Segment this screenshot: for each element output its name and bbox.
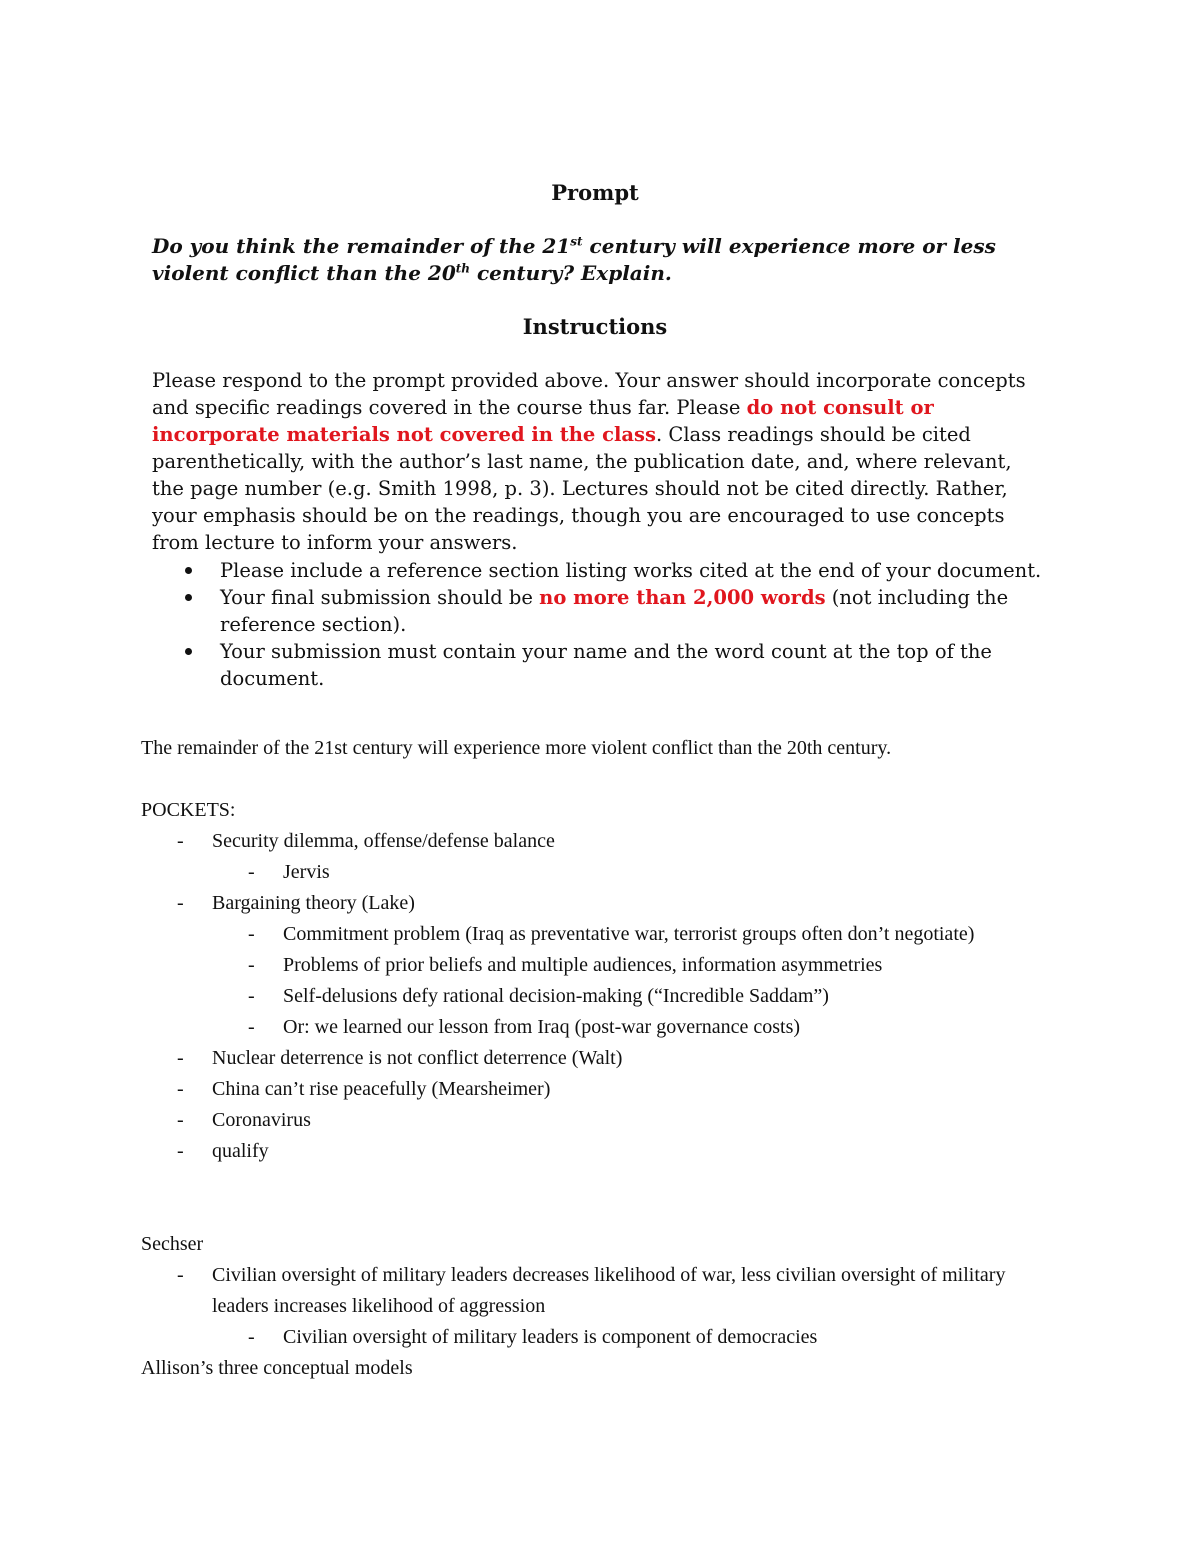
bullet-text: Please include a reference section listing works cited at the end of your document. xyxy=(220,559,1042,582)
list-item xyxy=(141,888,1051,919)
dash-marker: - xyxy=(177,830,184,852)
list-item-text: Problems of prior beliefs and multiple audiences, information asymmetries xyxy=(283,954,883,976)
list-item xyxy=(141,1322,1051,1353)
dash-marker: - xyxy=(248,954,255,976)
instructions-heading: Instructions xyxy=(522,314,668,339)
list-item xyxy=(141,1012,1051,1043)
list-item xyxy=(141,950,1051,981)
thesis-statement: The remainder of the 21st century will experience more violent conflict than the 20th century. xyxy=(141,737,892,759)
list-item-text: Or: we learned our lesson from Iraq (post-war governance costs) xyxy=(283,1016,801,1038)
list-item-text: Commitment problem (Iraq as preventative war, terrorist groups often don’t negotiate) xyxy=(283,923,975,945)
dash-marker: - xyxy=(248,1016,255,1038)
list-item-text: qualify xyxy=(212,1140,269,1162)
instructions-paragraph xyxy=(152,367,1047,556)
list-item-text: Nuclear deterrence is not conflict deterrence (Walt) xyxy=(212,1047,623,1069)
list-item xyxy=(141,981,1051,1012)
list-item-text: Civilian oversight of military leaders is component of democracies xyxy=(283,1326,818,1348)
bullet-item-name-word-count xyxy=(152,638,1047,692)
list-item-text: Self-delusions defy rational decision-making (“Incredible Saddam”) xyxy=(283,985,829,1007)
list-item xyxy=(141,857,1051,888)
bullet-dot-icon xyxy=(185,648,192,655)
list-item-text: China can’t rise peacefully (Mearsheimer) xyxy=(212,1078,551,1100)
prompt-question-sup-1: st xyxy=(570,234,583,249)
list-item xyxy=(141,1043,1051,1074)
instructions-text-2: . Class readings should be cited parenthetically, with the author’s last name, the publication date, and, where relevant, the page number (e.g. Smith 1998, p. 3). Lectures should not be cited directly. Rather, your emphasis should be on the readings, though you are encouraged to use concepts from lecture to inform your answers. xyxy=(152,423,1012,554)
list-item xyxy=(141,919,1051,950)
list-item xyxy=(141,1074,1051,1105)
bullet-text-pre: Your final submission should be xyxy=(220,586,540,609)
allison-heading: Allison’s three conceptual models xyxy=(141,1357,413,1379)
dash-marker: - xyxy=(177,1264,184,1286)
list-item-text: Security dilemma, offense/defense balance xyxy=(212,830,555,852)
list-item-text: Jervis xyxy=(283,861,330,883)
dash-marker: - xyxy=(177,892,184,914)
dash-marker: - xyxy=(248,861,255,883)
bullet-item-references xyxy=(152,557,1047,584)
prompt-question-text-2: century will experience more or less violent conflict than the 20 xyxy=(152,234,996,285)
bullet-text-post: (not including the reference section). xyxy=(220,586,1009,636)
prompt-question-text-1: Do you think the remainder of the 21 xyxy=(152,234,571,258)
sechser-heading: Sechser xyxy=(141,1233,204,1255)
instructions-warning-text: do not consult or incorporate materials not covered in the class xyxy=(152,396,934,446)
list-item xyxy=(141,1260,1051,1322)
pockets-heading: POCKETS: xyxy=(141,799,236,821)
list-item-text: Coronavirus xyxy=(212,1109,311,1131)
prompt-question xyxy=(152,233,1052,287)
bullet-dot-icon xyxy=(185,594,192,601)
dash-marker: - xyxy=(177,1109,184,1131)
list-item xyxy=(141,1105,1051,1136)
instructions-text-1: Please respond to the prompt provided above. Your answer should incorporate concepts and specific readings covered in the course thus far. Please xyxy=(152,369,1026,419)
dash-marker: - xyxy=(177,1140,184,1162)
dash-marker: - xyxy=(177,1078,184,1100)
notes-section xyxy=(141,733,1051,1384)
instructions-bullet-list xyxy=(152,557,1047,692)
prompt-heading: Prompt xyxy=(551,180,639,205)
list-item xyxy=(141,826,1051,857)
list-item-text: Civilian oversight of military leaders decreases likelihood of war, less civilian oversight of military leaders increases likelihood of aggression xyxy=(212,1264,1006,1317)
bullet-item-word-limit xyxy=(152,584,1047,638)
list-item xyxy=(141,1136,1051,1167)
dash-marker: - xyxy=(248,923,255,945)
bullet-word-limit-text: no more than 2,000 words xyxy=(539,586,826,609)
dash-marker: - xyxy=(248,985,255,1007)
prompt-question-sup-2: th xyxy=(455,261,471,276)
list-item-text: Bargaining theory (Lake) xyxy=(212,892,415,914)
prompt-question-text-3: century? Explain. xyxy=(470,261,672,285)
dash-marker: - xyxy=(248,1326,255,1348)
bullet-text: Your submission must contain your name and the word count at the top of the document. xyxy=(220,640,992,690)
bullet-dot-icon xyxy=(185,567,192,574)
dash-marker: - xyxy=(177,1047,184,1069)
